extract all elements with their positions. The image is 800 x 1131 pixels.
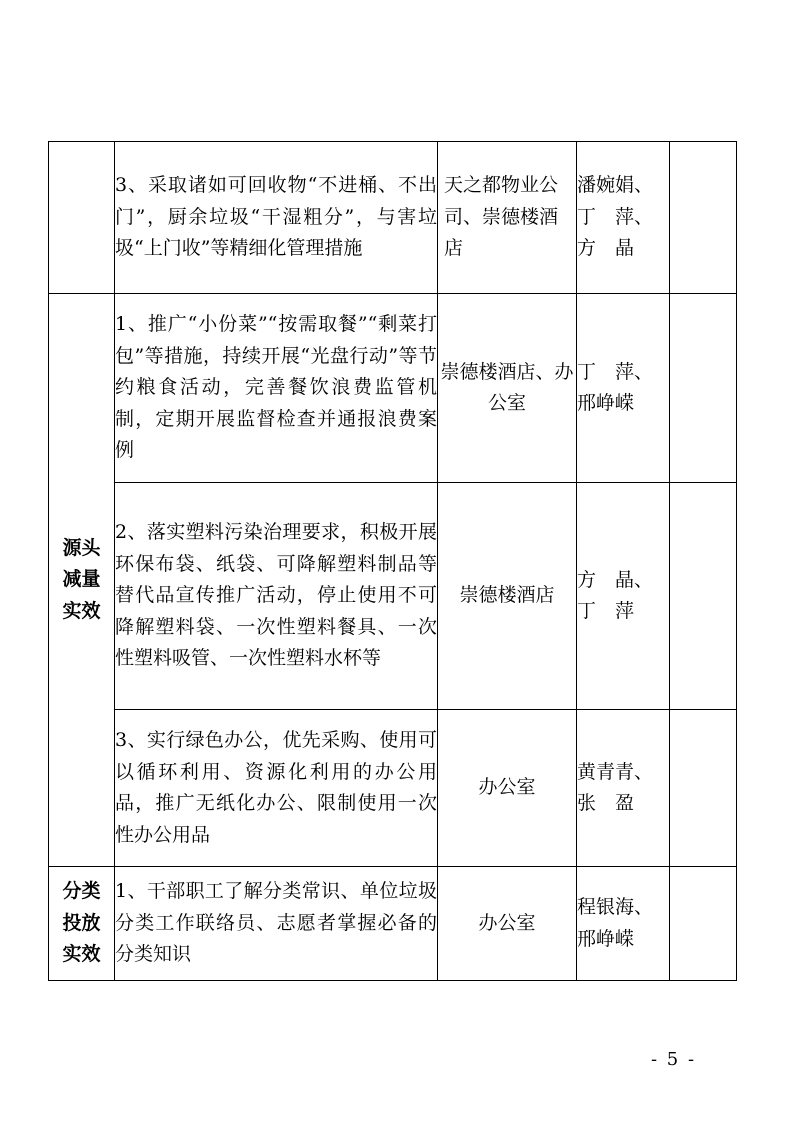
responsible-person: 丁 萍、	[577, 360, 654, 383]
responsible-unit: 办公室	[438, 710, 577, 867]
responsible-person: 潘婉娟、	[577, 174, 654, 197]
category-cell-empty	[49, 142, 115, 294]
responsible-unit: 办公室	[438, 867, 577, 981]
category-line: 减量	[62, 568, 101, 591]
responsible-persons	[577, 142, 670, 294]
responsible-person: 张 盈	[577, 792, 635, 814]
task-description: 1、推广“小份菜”“按需取餐”“剩菜打包”等措施，持续开展“光盘行动”等节约粮食活动，完善餐饮浪费监管机制，定期开展监督检查并通报浪费案例	[115, 294, 438, 483]
responsible-persons	[577, 867, 670, 981]
task-table	[48, 141, 737, 981]
task-description: 1、干部职工了解分类常识、单位垃圾分类工作联络员、志愿者掌握必备的分类知识	[115, 867, 438, 981]
category-line: 实效	[62, 599, 101, 622]
table-row	[49, 867, 737, 981]
responsible-unit: 天之都物业公司、崇德楼酒店	[438, 142, 577, 294]
responsible-unit: 崇德楼酒店、办公室	[438, 294, 577, 483]
table-row	[49, 142, 737, 294]
category-line: 实效	[62, 943, 101, 966]
table-row	[49, 294, 737, 483]
category-line: 源头	[62, 536, 101, 559]
category-line: 分类	[62, 880, 101, 903]
category-sorting-placement	[49, 867, 115, 981]
task-description: 3、实行绿色办公，优先采购、使用可以循环利用、资源化利用的办公用品，推广无纸化办公、限制使用一次性办公用品	[115, 710, 438, 867]
responsible-persons	[577, 710, 670, 867]
category-line: 投放	[62, 911, 101, 934]
table-row	[49, 483, 737, 710]
responsible-person: 丁 萍	[577, 600, 635, 622]
responsible-persons	[577, 294, 670, 483]
remarks-cell	[670, 142, 737, 294]
responsible-person: 方 晶	[577, 237, 635, 260]
responsible-person: 黄青青、	[577, 760, 654, 783]
responsible-person: 邢峥嵘	[577, 927, 635, 950]
page-number: - 5 -	[651, 1049, 697, 1070]
responsible-unit: 崇德楼酒店	[438, 483, 577, 710]
responsible-person: 丁 萍、	[577, 205, 654, 228]
table-row	[49, 710, 737, 867]
remarks-cell	[670, 710, 737, 867]
remarks-cell	[670, 294, 737, 483]
remarks-cell	[670, 483, 737, 710]
category-source-reduction	[49, 294, 115, 867]
task-description: 2、落实塑料污染治理要求，积极开展环保布袋、纸袋、可降解塑料制品等替代品宣传推广活动，停止使用不可降解塑料袋、一次性塑料餐具、一次性塑料吸管、一次性塑料水杯等	[115, 483, 438, 710]
responsible-person: 方 晶、	[577, 568, 654, 591]
task-description: 3、采取诸如可回收物“不进桶、不出门”，厨余垃圾“干湿粗分”，与害垃圾“上门收”等精细化管理措施	[115, 142, 438, 294]
responsible-person: 程银海、	[577, 896, 654, 918]
responsible-persons	[577, 483, 670, 710]
remarks-cell	[670, 867, 737, 981]
responsible-person: 邢峥嵘	[577, 392, 635, 414]
